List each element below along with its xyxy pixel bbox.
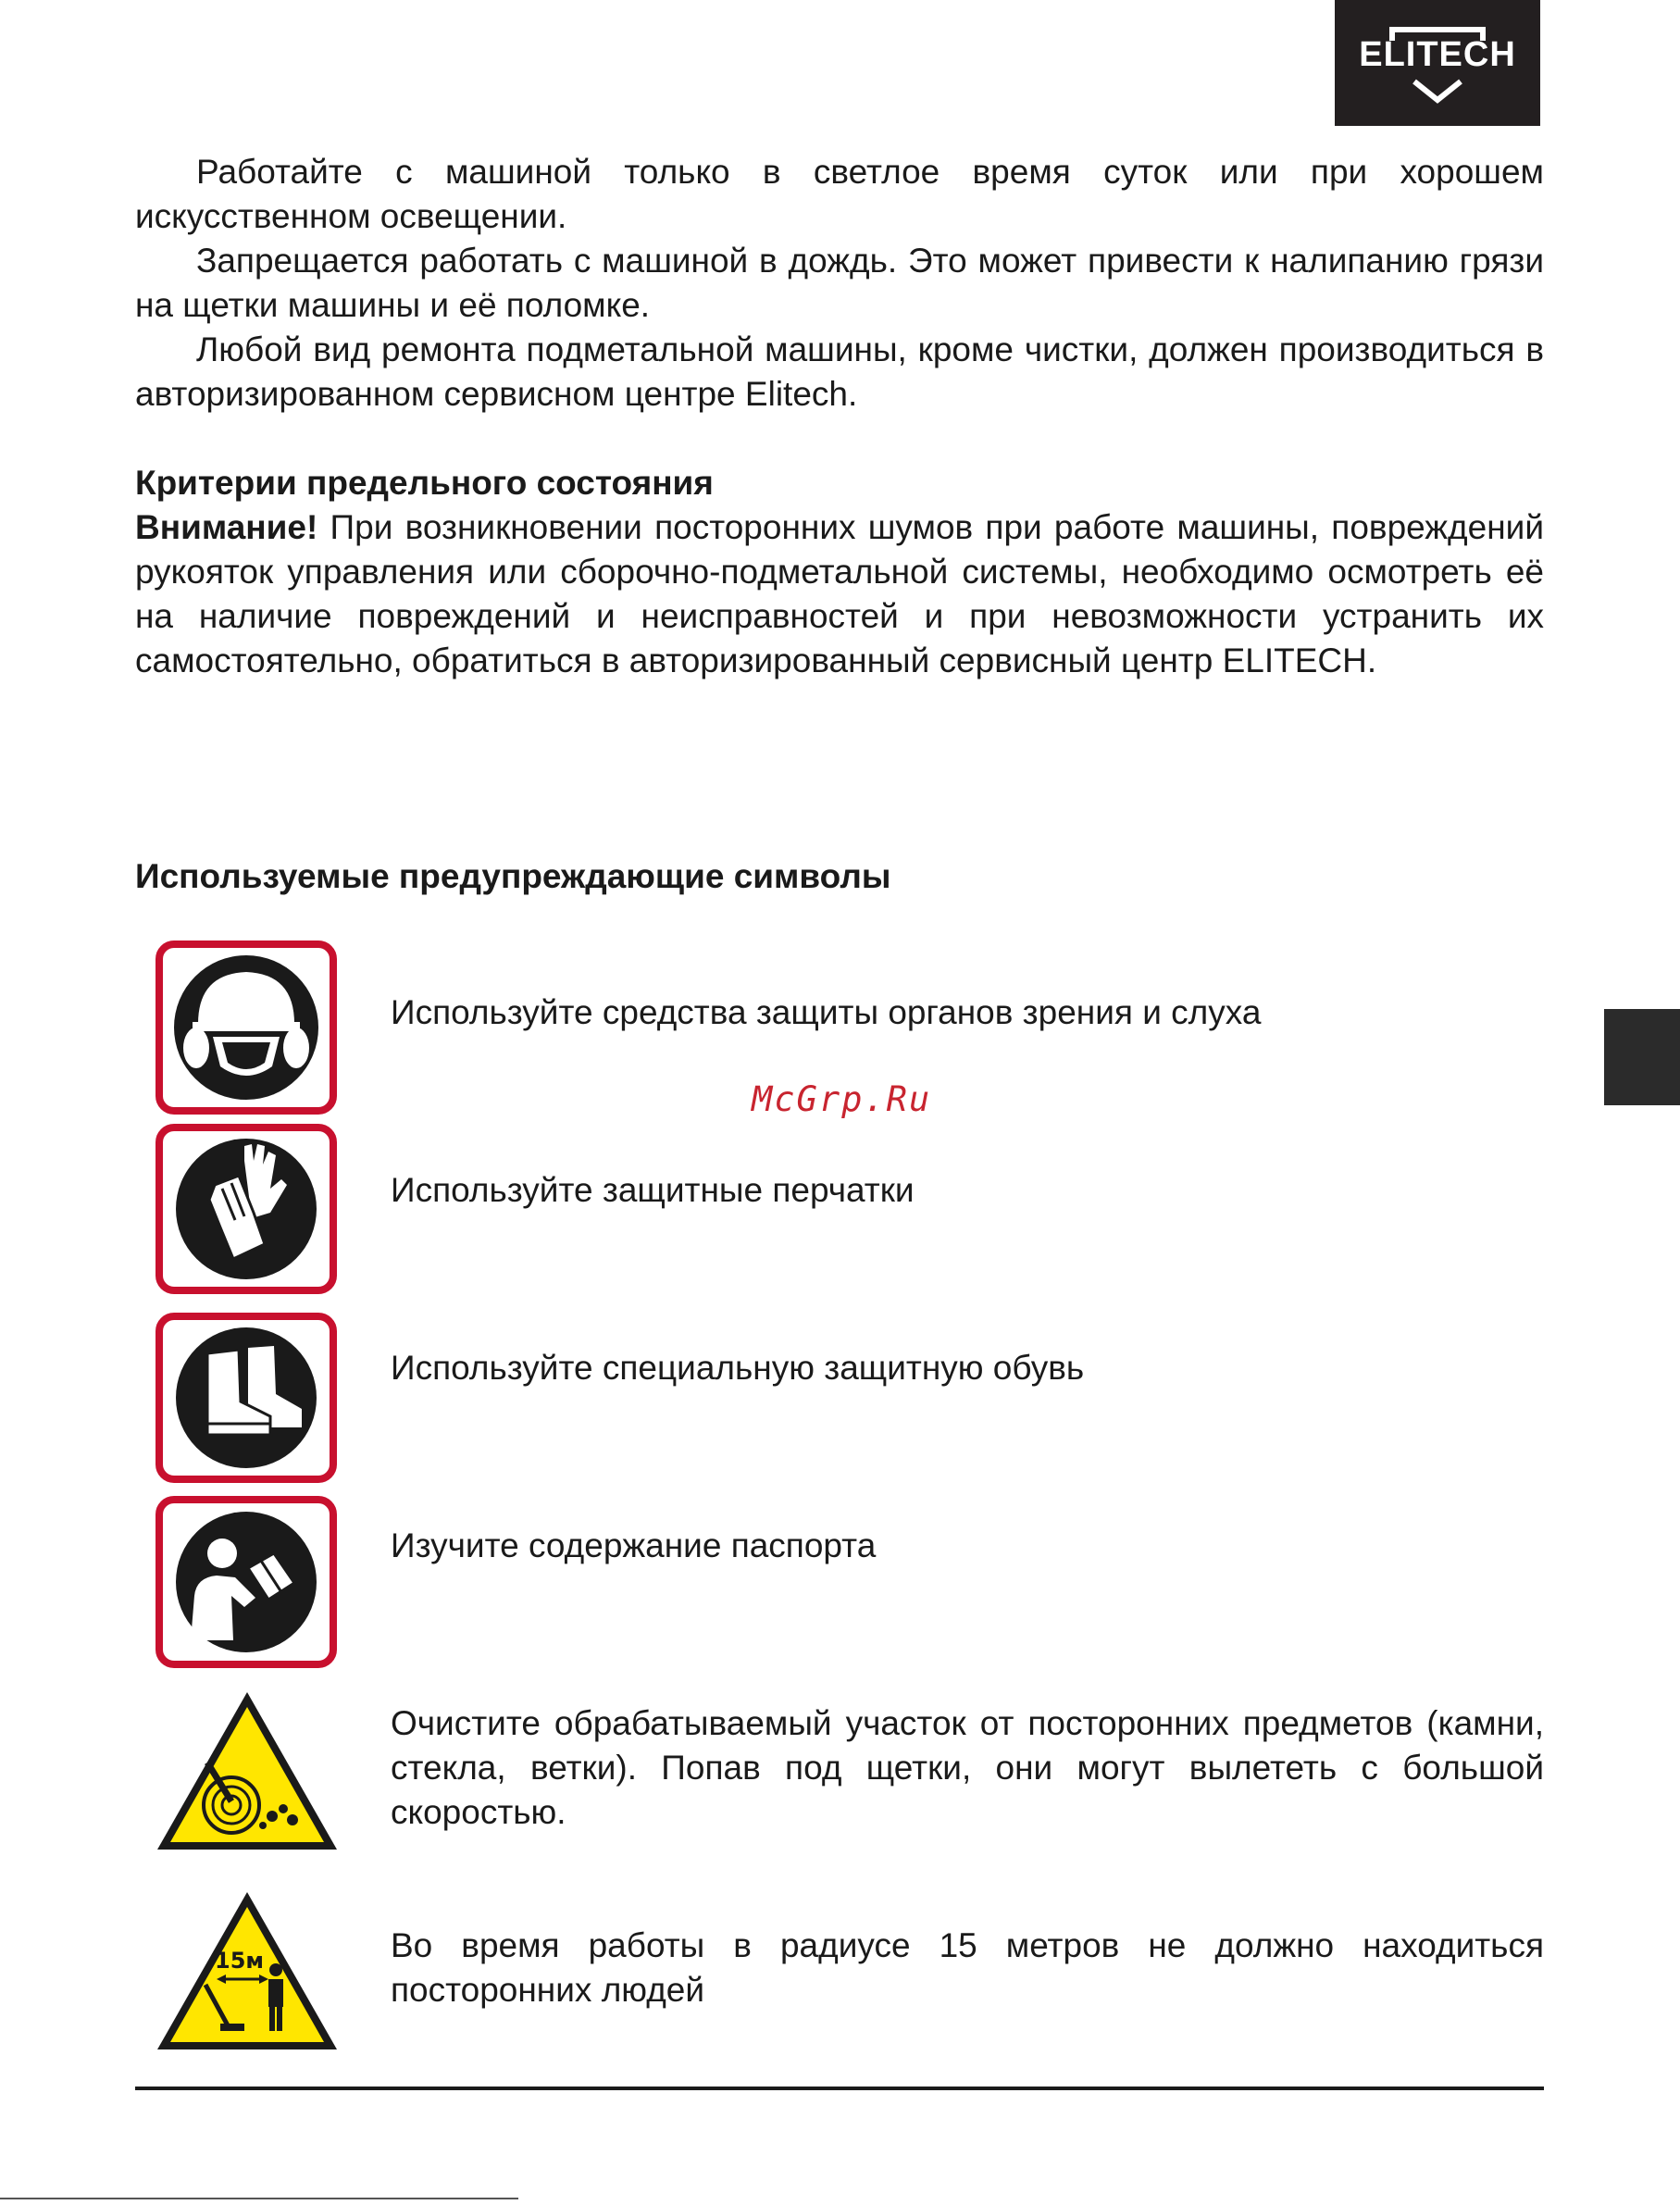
- distance-label: 15м: [215, 1948, 265, 1974]
- safety-boots-icon: [156, 1313, 337, 1483]
- side-tab-marker: [1604, 1009, 1680, 1105]
- watermark: McGrp.Ru: [752, 1079, 932, 1119]
- symbols-section-title: Используемые предупреждающие символы: [135, 857, 891, 895]
- logo-text: ELITECH: [1359, 35, 1516, 74]
- warning-label: Внимание!: [135, 508, 318, 546]
- paragraph-rain: Запрещается работать с машиной в дождь. Это может привести к налипанию грязи на щетки машины и её поломке.: [135, 242, 1544, 324]
- eye-ear-protection-icon: [156, 941, 337, 1115]
- symbol-text-eye-ear: Используйте средства защиты органов зрения и слуха: [391, 993, 1262, 1031]
- symbol-text-distance: Во время работы в радиусе 15 метров не должно находиться посторонних людей: [391, 1926, 1544, 2009]
- criteria-heading: Критерии предельного состояния: [135, 464, 714, 502]
- footer-divider: [135, 2087, 1544, 2090]
- gloves-icon: [156, 1124, 337, 1294]
- keep-distance-warning-icon: [152, 1887, 342, 2055]
- criteria-warning: [135, 505, 1544, 683]
- symbol-text-manual: Изучите содержание паспорта: [391, 1526, 877, 1564]
- symbol-text-debris: Очистите обрабатываемый участок от посторонних предметов (камни, стекла, ветки). Попав под щетки, они могут вылететь с большой скоростью.: [391, 1704, 1544, 1831]
- flying-debris-warning-icon: [152, 1687, 342, 1855]
- paragraph-repair: Любой вид ремонта подметальной машины, кроме чистки, должен производиться в авторизированном сервисном центре Elitech.: [135, 330, 1544, 413]
- page-bottom-line: [0, 2198, 518, 2199]
- symbol-text-gloves: Используйте защитные перчатки: [391, 1171, 915, 1209]
- read-manual-icon: [156, 1496, 337, 1668]
- criteria-section: [135, 461, 1544, 683]
- intro-paragraphs: [135, 150, 1544, 417]
- paragraph-lighting: Работайте с машиной только в светлое время суток или при хорошем искусственном освещении.: [135, 153, 1544, 235]
- brand-logo: [1335, 0, 1540, 126]
- symbol-text-boots: Используйте специальную защитную обувь: [391, 1349, 1085, 1387]
- warning-text: При возникновении посторонних шумов при работе машины, повреждений рукояток управления или сборочно-подметальной системы, необходимо осмотреть её на наличие повреждений и неисправностей и при невозможности устранить их самостоятельно, обратиться в авторизированный сервисный центр ELITECH.: [135, 508, 1544, 679]
